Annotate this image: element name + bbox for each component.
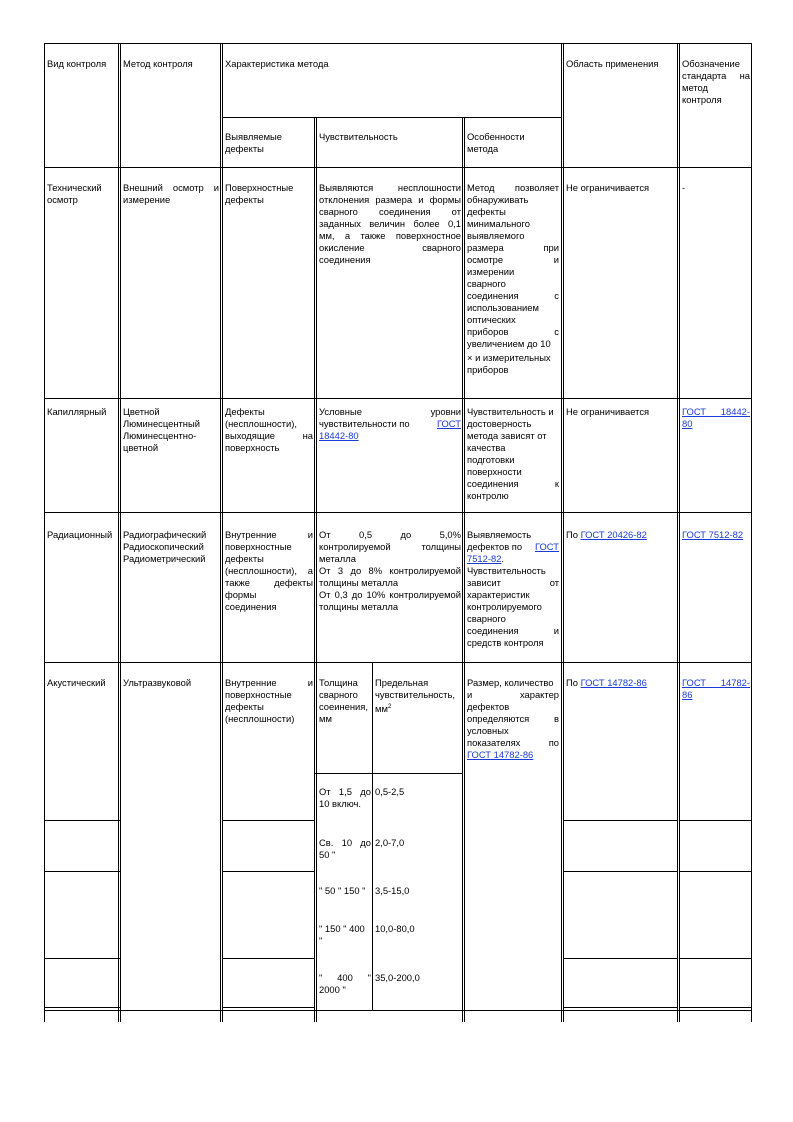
header-type-of-control: Вид контроля	[47, 58, 107, 69]
row2-standard	[682, 406, 750, 430]
header-application-area: Область применения	[566, 58, 659, 69]
row4-application-area: По ГОСТ 14782-86	[566, 677, 647, 688]
sensitivity-cell: 2,0-7,0	[375, 837, 405, 848]
gost-14782-86-link[interactable]: ГОСТ 14782-86	[467, 749, 534, 760]
row1-sensitivity: Выявляются несплошности отклонения размера и формы сварного соединения от заданных величин более 0,1 мм, а также поверхностное окисление сварного соединения	[319, 182, 461, 265]
row3-defects: Внутренние и поверхностные дефекты (несплошности), а также дефекты формы соединения	[225, 529, 313, 612]
sensitivity-cell: 35,0-200,0	[375, 972, 420, 983]
row2-type: Капиллярный	[47, 406, 107, 417]
sensitivity-cell: 3,5-15,0	[375, 885, 410, 896]
row3-sensitivity: От 0,5 до 5,0% контролируемой толщины металла От 3 до 8% контролируемой толщины металла От 0,3 до 10% контролируемой толщины металла	[319, 529, 461, 612]
subheader-detected-defects: Выявляемые дефекты	[225, 131, 282, 154]
row3-type: Радиационный	[47, 529, 113, 540]
gost-7512-82-link[interactable]: ГОСТ	[534, 541, 559, 552]
row4-thickness-header: Толщина сварного соеинения, мм	[319, 677, 368, 724]
row1-application-area: Не ограничивается	[566, 182, 650, 193]
row2-standard-link-cont[interactable]: 80	[682, 418, 693, 429]
row3-standard-link[interactable]: ГОСТ 7512-82	[682, 529, 744, 540]
row2-features: Чувствительность и достоверность метода зависят от качества подготовки поверхности соединения к контролю	[467, 406, 559, 501]
subheader-method-features: Особенности метода	[467, 131, 525, 154]
row3-application-area: По ГОСТ 20426-82	[566, 529, 647, 540]
sensitivity-cell: 0,5-2,5	[375, 786, 405, 797]
row1-type: Технический осмотр	[47, 182, 102, 205]
row2-defects: Дефекты (несплошности), выходящие на поверхность	[225, 406, 313, 453]
gost-7512-82-link-cont[interactable]: 7512-82	[467, 553, 502, 564]
row4-standard	[682, 677, 750, 701]
gost-20426-82-link[interactable]: ГОСТ 20426-82	[580, 529, 647, 540]
gost-18442-80-link-cont[interactable]: 18442-80	[319, 430, 359, 441]
thickness-cell: " 150 " 400 "	[319, 923, 365, 946]
gost-18442-80-link[interactable]: ГОСТ	[436, 418, 461, 429]
row3-method: Радиографический Радиоскопический Радиометрический	[123, 529, 207, 564]
header-standard-designation: Обозначение стандарта на метод контроля	[682, 58, 750, 105]
header-method-characteristic: Характеристика метода	[225, 58, 329, 69]
thickness-cell: " 50 " 150 "	[319, 885, 366, 896]
row2-sensitivity: Условные уровни чувствительности по ГОСТ 18442-80	[319, 406, 461, 441]
row4-limit-sensitivity-header: Предельная чувствительность, $мм^2$	[375, 677, 455, 714]
row2-method: Цветной Люминесцентный Люминесцентно- цветной	[123, 406, 200, 453]
row4-type: Акустический	[47, 677, 106, 688]
row1-standard: -	[682, 182, 686, 193]
thickness-cell: От 1,5 до 10 включ.	[319, 786, 371, 809]
row4-features: Размер, количество и характер дефектов определяются в условных показателях по ГОСТ 14782-86	[467, 677, 559, 760]
row2-standard-link[interactable]: ГОСТ 18442-	[682, 406, 750, 417]
row1-features: Метод позволяет обнаруживать дефекты минимального выявляемого размера при осмотре и измерении сварного соединения с использованием оптических приборов с увеличением до 10 × и измерительных приборов	[467, 182, 559, 375]
thickness-cell: Св. 10 до 50 "	[319, 837, 371, 860]
row2-application-area: Не ограничивается	[566, 406, 650, 417]
row4-defects: Внутренние и поверхностные дефекты (несплошности)	[225, 677, 313, 724]
row3-features: Выявляемость дефектов по ГОСТ 7512-82. Чувствительность зависит от характеристик контролируемого сварного соединения и средств контроля	[467, 529, 559, 648]
row4-standard-link[interactable]: ГОСТ 14782-	[682, 677, 750, 688]
gost-14782-86-area-link[interactable]: ГОСТ 14782-86	[580, 677, 647, 688]
row4-method: Ультразвуковой	[123, 677, 192, 688]
row4-standard-link-cont[interactable]: 86	[682, 689, 693, 700]
row1-method: Внешний осмотр и измерение	[123, 182, 219, 205]
subheader-sensitivity: Чувствительность	[319, 131, 398, 142]
row3-standard	[682, 529, 750, 541]
thickness-cell: " 400 " 2000 "	[319, 972, 371, 995]
row1-defects: Поверхностные дефекты	[225, 182, 294, 205]
header-control-method: Метод контроля	[123, 58, 193, 69]
sensitivity-cell: 10,0-80,0	[375, 923, 415, 934]
